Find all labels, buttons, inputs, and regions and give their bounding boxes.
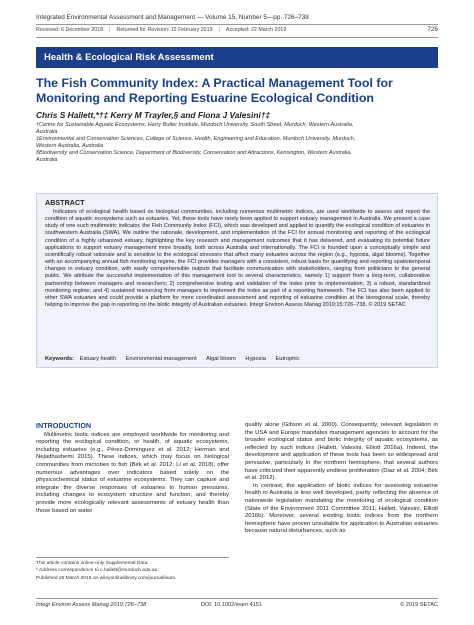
keyword: Hypoxia — [245, 356, 266, 362]
footnote: Published 25 March 2019 on wileyonlinelibrary.com/journal/ieam. — [36, 575, 177, 581]
article-dates — [36, 27, 436, 33]
abstract-box — [36, 193, 438, 368]
footer-rule — [36, 598, 438, 599]
page-number: 726 — [427, 26, 438, 33]
introduction-heading: INTRODUCTION — [36, 421, 92, 430]
title-line-2: Monitoring and Reporting Estuarine Ecological Condition — [36, 91, 374, 105]
footnote: * Address correspondence to c.hallett@murdoch.edu.au — [36, 568, 158, 574]
header-rule — [36, 37, 438, 38]
footnote: This article contains online-only Supplemental Data. — [36, 561, 149, 566]
footer-citation: Integr Environ Assess Manag 2019:726–738 — [36, 602, 147, 608]
author-list: Chris S Hallett,*†‡ Kerry M Trayler,§ and Fiona J Valesini†‡ — [36, 110, 271, 120]
keywords-label: Keywords: — [45, 356, 75, 362]
header-rule — [36, 24, 438, 25]
article-title — [36, 76, 440, 106]
keyword: Eutrophic — [275, 356, 300, 362]
keyword: Estuary health — [79, 356, 117, 362]
abstract-heading: ABSTRACT — [45, 198, 85, 207]
footnote-rule — [36, 557, 229, 558]
affiliation-line: Australia — [36, 157, 58, 163]
affiliation-line: Western Australia, Australia — [36, 143, 104, 149]
title-line-1: The Fish Community Index: A Practical Management Tool for — [36, 76, 393, 90]
footer-doi[interactable]: DOI: 10.1002/ieam.4151 — [201, 602, 262, 608]
body-paragraph: quality alone (Gibson et al. 2000). Consequently, relevant legislation in the USA and Europe mandates management agencies to account for the broader ecological status and biotic integrity of aquatic ecosystems, as reflected by such indices (Hallett, Valesini, Elliott 2016a). Indeed, the development and application of these tools has been so widespread and pervasive, particularly in the northern hemisphere, that several authors have criticized their apparently endless proliferation (Diaz et al. 2004; Birk et al. 2012). — [245, 422, 438, 482]
affiliation-line: Australia — [36, 129, 58, 135]
separator: | — [109, 27, 111, 33]
body-column-right — [245, 422, 438, 536]
body-paragraph: Multimetric biotic indices are employed worldwide for monitoring and reporting the ecological condition, or health, of aquatic ecosystems, including estuaries (e.g., Pérez-Domínguez et al. 2012; Herman and Nejadhashemi 2015). These indices, which may focus on biological communities from microbes to fish (Birk et al. 2012; Li et al. 2018), offer numerous advantages over indicators based solely on the physicochemical status of estuarine ecosystems. They can capture and integrate the diverse responses of estuaries to human pressures, including changes to ecosystem structure and function, and thereby provide more ecologically relevant assessments of estuary health than those based on water — [36, 431, 229, 514]
body-column-left — [36, 422, 229, 515]
received-date: Received: 6 December 2018 — [36, 27, 104, 33]
journal-citation: Integrated Environmental Assessment and Management — Volume 15, Number 5—pp. 726–738 — [36, 14, 309, 21]
body-paragraph: In contrast, the application of biotic indices for assessing estuarine health in Australia is less well developed, partly reflecting the absence of nationwide legislation mandating the monitoring of ecological condition (State of the Environment 2011 Committee 2011; Hallett, Valesini, Elliott 2016b). Moreover, several existing biotic indices from the northern hemisphere have proven unsuitable for application to Australian estuaries because natural disturbances, such as — [245, 482, 438, 535]
returned-date: Returned for Revision: 12 February 2019 — [116, 27, 213, 33]
accepted-date: Accepted: 22 March 2019 — [225, 27, 287, 33]
keyword: Environmental management — [125, 356, 197, 362]
footer-copyright: © 2019 SETAC — [400, 602, 438, 608]
affiliation-line: §Biodiversity and Conservation Science, Department of Biodiversity, Conservation and Attractions, Kensington, Western Australia, — [36, 150, 352, 156]
affiliation-line: †Centre for Sustainable Aquatic Ecosystems, Harry Butler Institute, Murdoch University, South Street, Murdoch, Western Australia, — [36, 122, 354, 128]
section-banner: Health & Ecological Risk Assessment — [36, 47, 438, 68]
affiliation-line: ‡Environmental and Conservation Sciences, College of Science, Health, Engineering and Education, Murdoch University, Murdoch, — [36, 136, 356, 142]
keywords-row — [45, 356, 308, 362]
separator: | — [218, 27, 220, 33]
footnotes — [36, 557, 229, 582]
abstract-text: Indicators of ecological health based on biological communities, including numerous multimetric indices, are used worldwide to assess and report the condition of aquatic ecosystems such as estuaries. Yet, these tools have rarely been applied to support estuary management in Australia. We present a case study of one such multimetric indicator, the Fish Community Index (FCI), which was developed and applied to quantify the ecological condition of estuaries in southwestern Australia (SWA). We outline the rationale, development, and implementation of the FCI for annual monitoring and reporting of the ecological condition of a highly urbanized estuary, highlighting the key research and management outcomes that it has delivered, and evaluating its potential future applications to support estuary management more broadly, both across Australia and internationally. The FCI is founded upon a conceptually simple and scientifically robust rationale and is sensitive to the ecological stressors that affect many estuaries across the region (e.g., hypoxia, algal blooms). Together with an accompanying annual fish monitoring regime, the FCI provides managers with a consistent, robust basis for quantifying and reporting spatiotemporal changes in estuary condition, with easily comprehensible outputs that facilitate communication with stakeholders, ranging from politicians to the general public. We attribute the successful implementation of this management tool to several characteristics, namely 1) support from a long-term, collaborative partnership between managers and researchers; 2) comprehensive testing and validation of the index prior to implementation; 3) a robust, standardized monitoring regime; and 4) sustained resourcing from managers to implement the index as part of a reporting framework. The FCI has also been applied to other SWA estuaries and could provide a platform for more coordinated assessment and reporting of estuarine condition at the bioregional scale, thereby helping to improve the gap in reporting on the biotic integrity of Australian estuaries. Integr Environ Assess Manag 2019;15:726–738. © 2019 SETAC — [45, 209, 430, 309]
keyword: Algal bloom — [206, 356, 236, 362]
